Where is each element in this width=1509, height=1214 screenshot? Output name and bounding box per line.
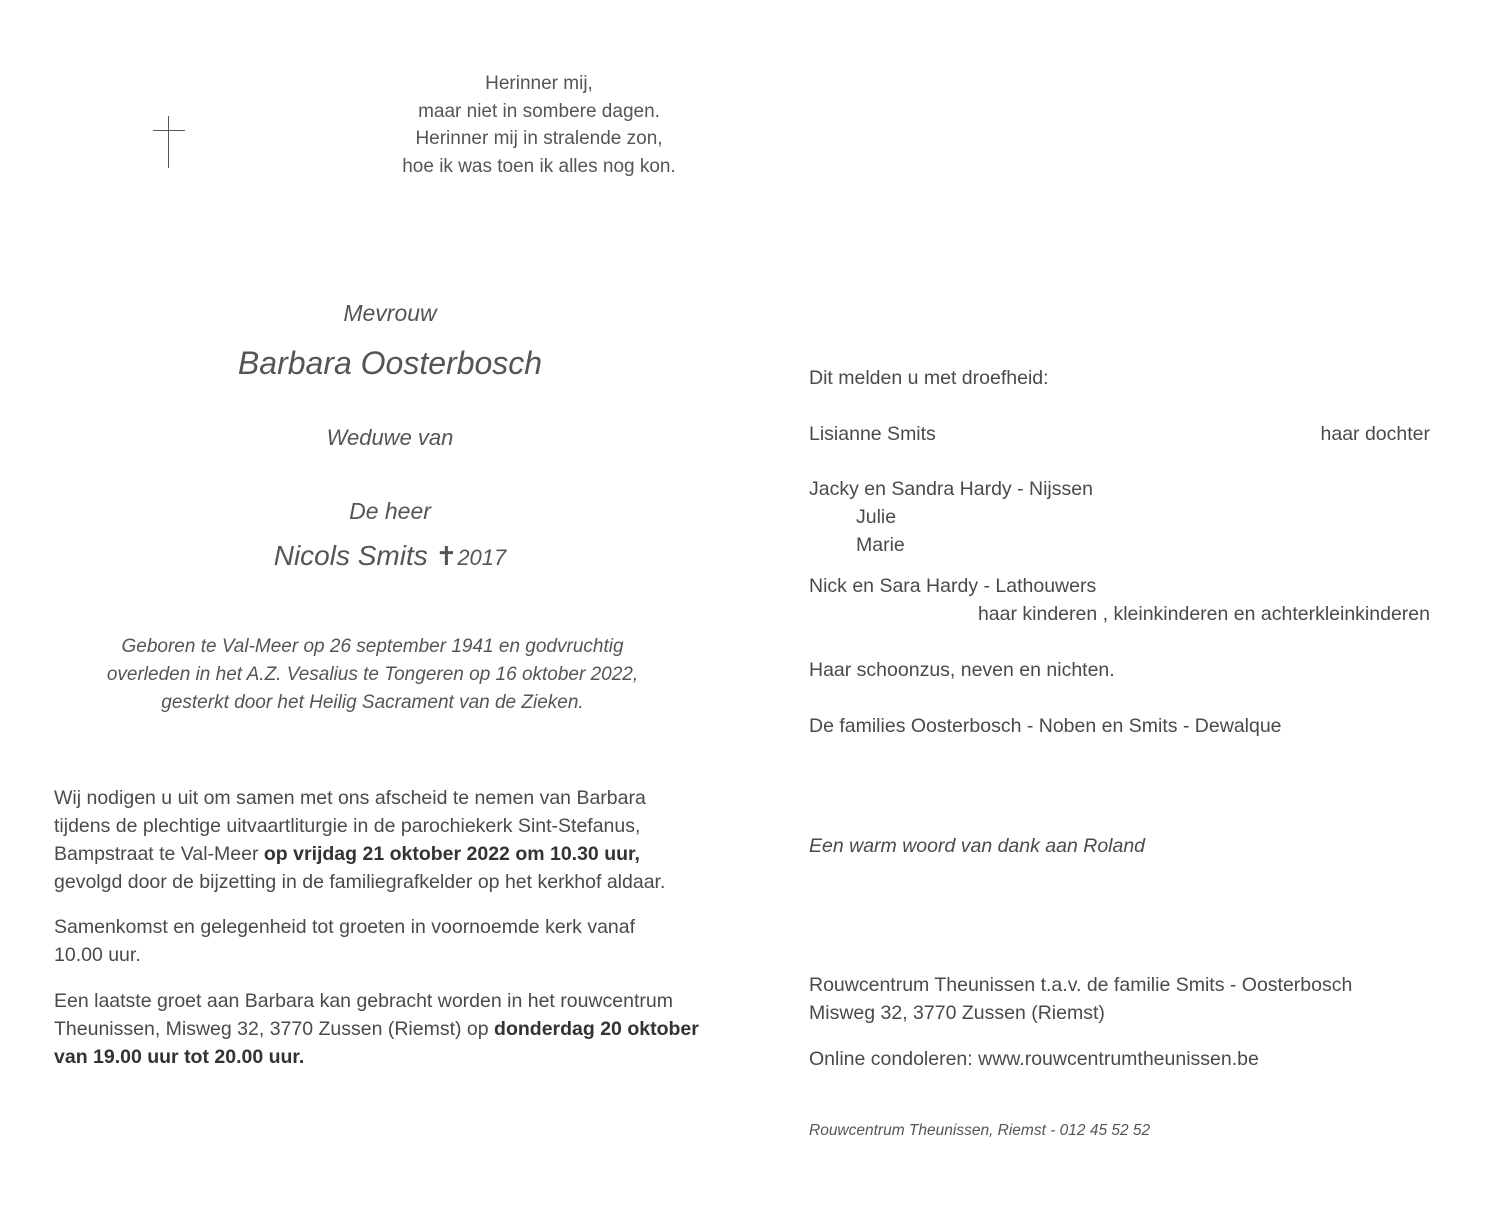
spouse-line [80,540,700,572]
greeting-date: donderdag 20 oktober [494,1018,699,1040]
born-line: overleden in het A.Z. Vesalius te Tongeren op 16 oktober 2022, [106,664,639,685]
online-condolence: Online condoleren: www.rouwcentrumtheunissen.be [809,1048,1259,1070]
born-line: Geboren te Val-Meer op 26 september 1941 en godvruchtig [121,636,624,657]
daughter-name: Lisianne Smits [809,423,936,445]
death-cross-icon: ✝ [435,541,458,571]
poem-line: Herinner mij, [485,73,593,94]
greeting-text: Theunissen, Misweg 32, 3770 Zussen (Riemst) op [54,1018,495,1040]
birth-death-text [70,633,675,717]
deceased-title: Mevrouw [343,300,437,326]
spouse-title: De heer [349,498,431,524]
poem [330,70,748,181]
born-line: gesterkt door het Heilig Sacrament van de Zieken. [161,692,584,713]
greeting-line [54,1015,734,1043]
couple-1: Jacky en Sandra Hardy - Nijssen [809,478,1093,500]
poem-line: maar niet in sombere dagen. [418,100,660,122]
invite-line: gevolgd door de bijzetting in de familiegrafkelder op het kerkhof aldaar. [54,871,666,893]
cross-icon [153,116,185,168]
families: De families Oosterbosch - Noben en Smits - Dewalque [809,715,1282,737]
invite-line: Wij nodigen u uit om samen met ons afscheid te nemen van Barbara [54,787,646,809]
deceased-name: Barbara Oosterbosch [237,345,543,381]
couple-2: Nick en Sara Hardy - Lathouwers [809,575,1097,597]
descendants-label: haar kinderen , kleinkinderen en achterkleinkinderen [977,603,1430,625]
gathering-line: 10.00 uur. [54,944,141,966]
poem-line: hoe ik was toen ik alles nog kon. [402,156,676,178]
invite-paragraph [54,784,734,896]
daughter-role: haar dochter [1320,423,1430,445]
gathering-line: Samenkomst en gelegenheid tot groeten in voornoemde kerk vanaf [54,916,636,938]
gathering-paragraph [54,913,734,969]
greeting-time: van 19.00 uur tot 20.00 uur. [54,1046,305,1068]
funeral-date: op vrijdag 21 oktober 2022 om 10.30 uur, [263,843,640,865]
invite-line [54,840,734,868]
poem-line: Herinner mij in stralende zon, [415,128,663,150]
greeting-line: Een laatste groet aan Barbara kan gebracht worden in het rouwcentrum [54,990,673,1012]
grandchild-2: Marie [856,534,905,556]
address-line-1: Rouwcentrum Theunissen t.a.v. de familie Smits - Oosterbosch [809,974,1353,996]
footer-credit: Rouwcentrum Theunissen, Riemst - 012 45 52 52 [809,1122,1151,1139]
relation-label: Weduwe van [326,425,454,450]
spouse-year: 2017 [457,545,507,570]
family-intro: Dit melden u met droefheid: [809,367,1049,389]
spouse-name: Nicols Smits [273,540,428,571]
last-greeting-paragraph [54,987,734,1071]
invite-text: Bampstraat te Val-Meer [54,843,264,865]
greeting-line [54,1043,734,1071]
thanks-note: Een warm woord van dank aan Roland [809,835,1146,857]
invite-line: tijdens de plechtige uitvaartliturgie in de parochiekerk Sint-Stefanus, [54,815,641,837]
relatives: Haar schoonzus, neven en nichten. [809,659,1115,681]
grandchild-1: Julie [856,506,897,528]
address-line-2: Misweg 32, 3770 Zussen (Riemst) [809,1002,1105,1024]
